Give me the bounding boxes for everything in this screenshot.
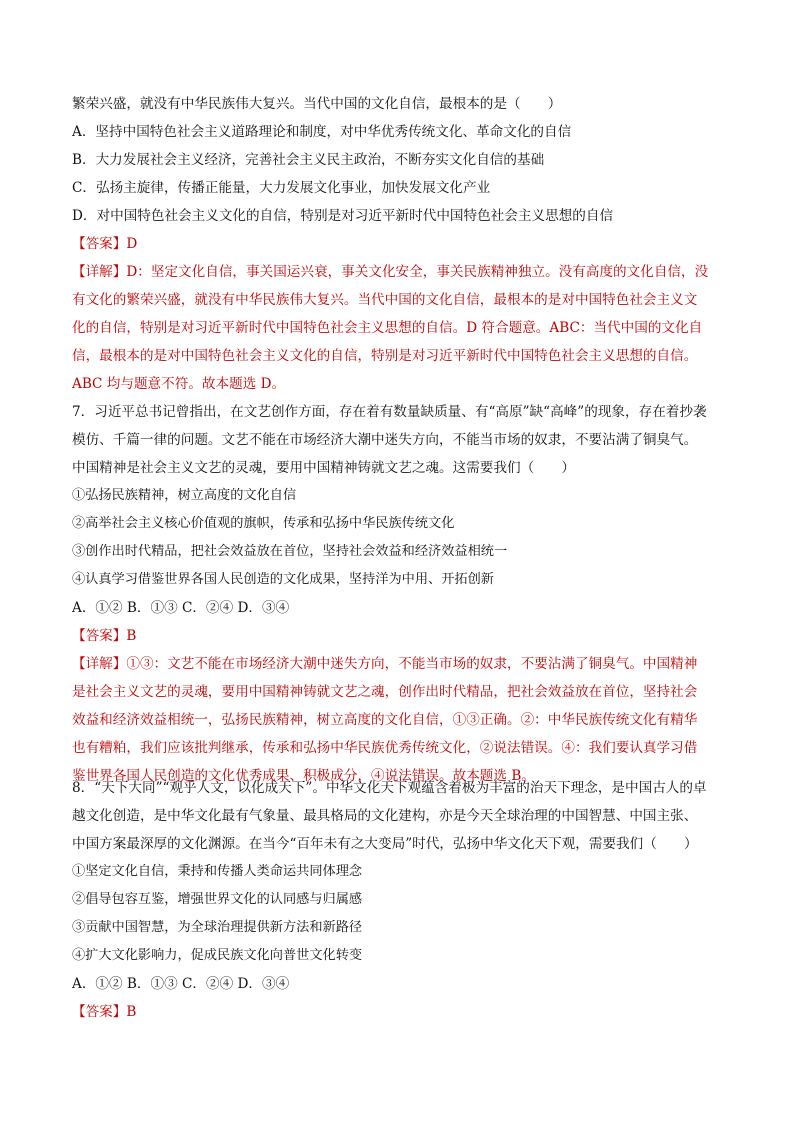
question-7-stem: 中国精神是社会主义文艺的灵魂，要用中国精神铸就文艺之魂。这需要我们（ ） xyxy=(72,460,575,476)
detail-text: ①③：文艺不能在市场经济大潮中迷失方向，不能当市场的奴隶，不要沾满了铜臭气。中国精神 xyxy=(126,656,698,672)
question-7-detail-line: 鉴世界各国人民创造的文化优秀成果、积极成分，④说法错误。故本题选 B。 xyxy=(72,768,535,784)
question-6-detail-line: 信，最根本的是对中国特色社会主义文化的自信，特别是对习近平新时代中国特色社会主义思想的自信。 xyxy=(72,348,698,364)
question-8-item-2: ②倡导包容互鉴，增强世界文化的认同感与归属感 xyxy=(72,892,363,907)
question-8-stem: 越文化创造，是中华文化最有气象量、最具格局的文化建构，亦是今天全球治理的中国智慧、中国主张、 xyxy=(72,808,698,824)
answer-tag: 【答案】 xyxy=(72,1004,127,1020)
question-7 xyxy=(72,398,728,790)
question-8-choices: A．①② B．①③ C．②④ D．③④ xyxy=(72,976,290,992)
detail-tag: 【详解】 xyxy=(72,656,127,672)
question-6-detail-line: 有文化的繁荣兴盛，就没有中华民族伟大复兴。当代中国的文化自信，最根本的是对中国特色社会主义文 xyxy=(72,292,698,308)
question-8-stem: 8．“天下大同”“观乎人文，以化成天下”。中华文化天下观蕴含着极为丰富的治天下理念，是中国古人的卓 xyxy=(72,780,707,796)
question-6 xyxy=(72,90,728,398)
question-7-item-2: ②高举社会主义核心价值观的旗帜，传承和弘扬中华民族传统文化 xyxy=(72,516,455,531)
question-7-answer xyxy=(72,622,728,650)
question-8-item-3: ③贡献中国智慧，为全球治理提供新方法和新路径 xyxy=(72,920,363,935)
question-7-item-3: ③创作出时代精品，把社会效益放在首位，坚持社会效益和经济效益相统一 xyxy=(72,544,508,559)
question-7-detail-line: 效益和经济效益相统一，弘扬民族精神，树立高度的文化自信，①③正确。②：中华民族传统文化有精华 xyxy=(72,712,698,728)
detail-text: D：坚定文化自信，事关国运兴衰，事关文化安全，事关民族精神独立。没有高度的文化自信，没 xyxy=(126,264,709,280)
question-6-answer xyxy=(72,230,728,258)
question-8 xyxy=(72,774,728,1026)
answer-value: B xyxy=(126,1004,137,1020)
question-6-detail-line: ABC 均与题意不符。故本题选 D。 xyxy=(72,376,286,392)
answer-tag: 【答案】 xyxy=(72,236,127,252)
question-7-stem: 模仿、千篇一律的问题。文艺不能在市场经济大潮中迷失方向，不能当市场的奴隶，不要沾满了铜臭气。 xyxy=(72,432,698,448)
question-8-answer xyxy=(72,998,728,1026)
answer-value: B xyxy=(126,628,137,644)
answer-tag: 【答案】 xyxy=(72,628,127,644)
question-6-option-b: B．大力发展社会主义经济，完善社会主义民主政治，不断夯实文化自信的基础 xyxy=(72,152,545,168)
question-6-option-c: C．弘扬主旋律，传播正能量，大力发展文化事业，加快发展文化产业 xyxy=(72,180,491,196)
question-7-detail-line: 是社会主义文艺的灵魂，要用中国精神铸就文艺之魂，创作出时代精品，把社会效益放在首位，坚持社会 xyxy=(72,684,698,700)
question-7-choices: A．①② B．①③ C．②④ D．③④ xyxy=(72,600,290,616)
question-7-stem: 7．习近平总书记曾指出，在文艺创作方面，存在着有数量缺质量、有“高原”缺“高峰”的现象，存在着抄袭 xyxy=(72,404,707,420)
question-6-option-a: A．坚持中国特色社会主义道路理论和制度，对中华优秀传统文化、革命文化的自信 xyxy=(72,124,572,140)
question-8-item-4: ④扩大文化影响力，促成民族文化向普世文化转变 xyxy=(72,948,363,963)
question-7-detail-line: 也有糟粕，我们应该批判继承，传承和弘扬中华民族优秀传统文化，②说法错误。④：我们要认真学习借 xyxy=(72,740,698,756)
question-6-option-d: D．对中国特色社会主义文化的自信，特别是对习近平新时代中国特色社会主义思想的自信 xyxy=(72,208,614,224)
detail-tag: 【详解】 xyxy=(72,264,127,280)
question-6-stem: 繁荣兴盛，就没有中华民族伟大复兴。当代中国的文化自信，最根本的是（ ） xyxy=(72,96,562,112)
question-8-item-1: ①坚定文化自信，秉持和传播人类命运共同体理念 xyxy=(72,864,363,879)
question-7-detail-line xyxy=(72,650,728,678)
question-8-stem: 中国方案最深厚的文化渊源。在当今“百年未有之大变局”时代，弘扬中华文化天下观，需要我们（ ） xyxy=(72,836,698,852)
question-7-item-4: ④认真学习借鉴世界各国人民创造的文化成果，坚持洋为中用、开拓创新 xyxy=(72,572,494,587)
question-7-item-1: ①弘扬民族精神，树立高度的文化自信 xyxy=(72,488,297,503)
question-6-detail-line: 化的自信，特别是对习近平新时代中国特色社会主义思想的自信。D 符合题意。ABC：当代中国的文化自 xyxy=(72,320,703,336)
answer-value: D xyxy=(126,236,138,252)
question-6-detail-line xyxy=(72,258,728,286)
